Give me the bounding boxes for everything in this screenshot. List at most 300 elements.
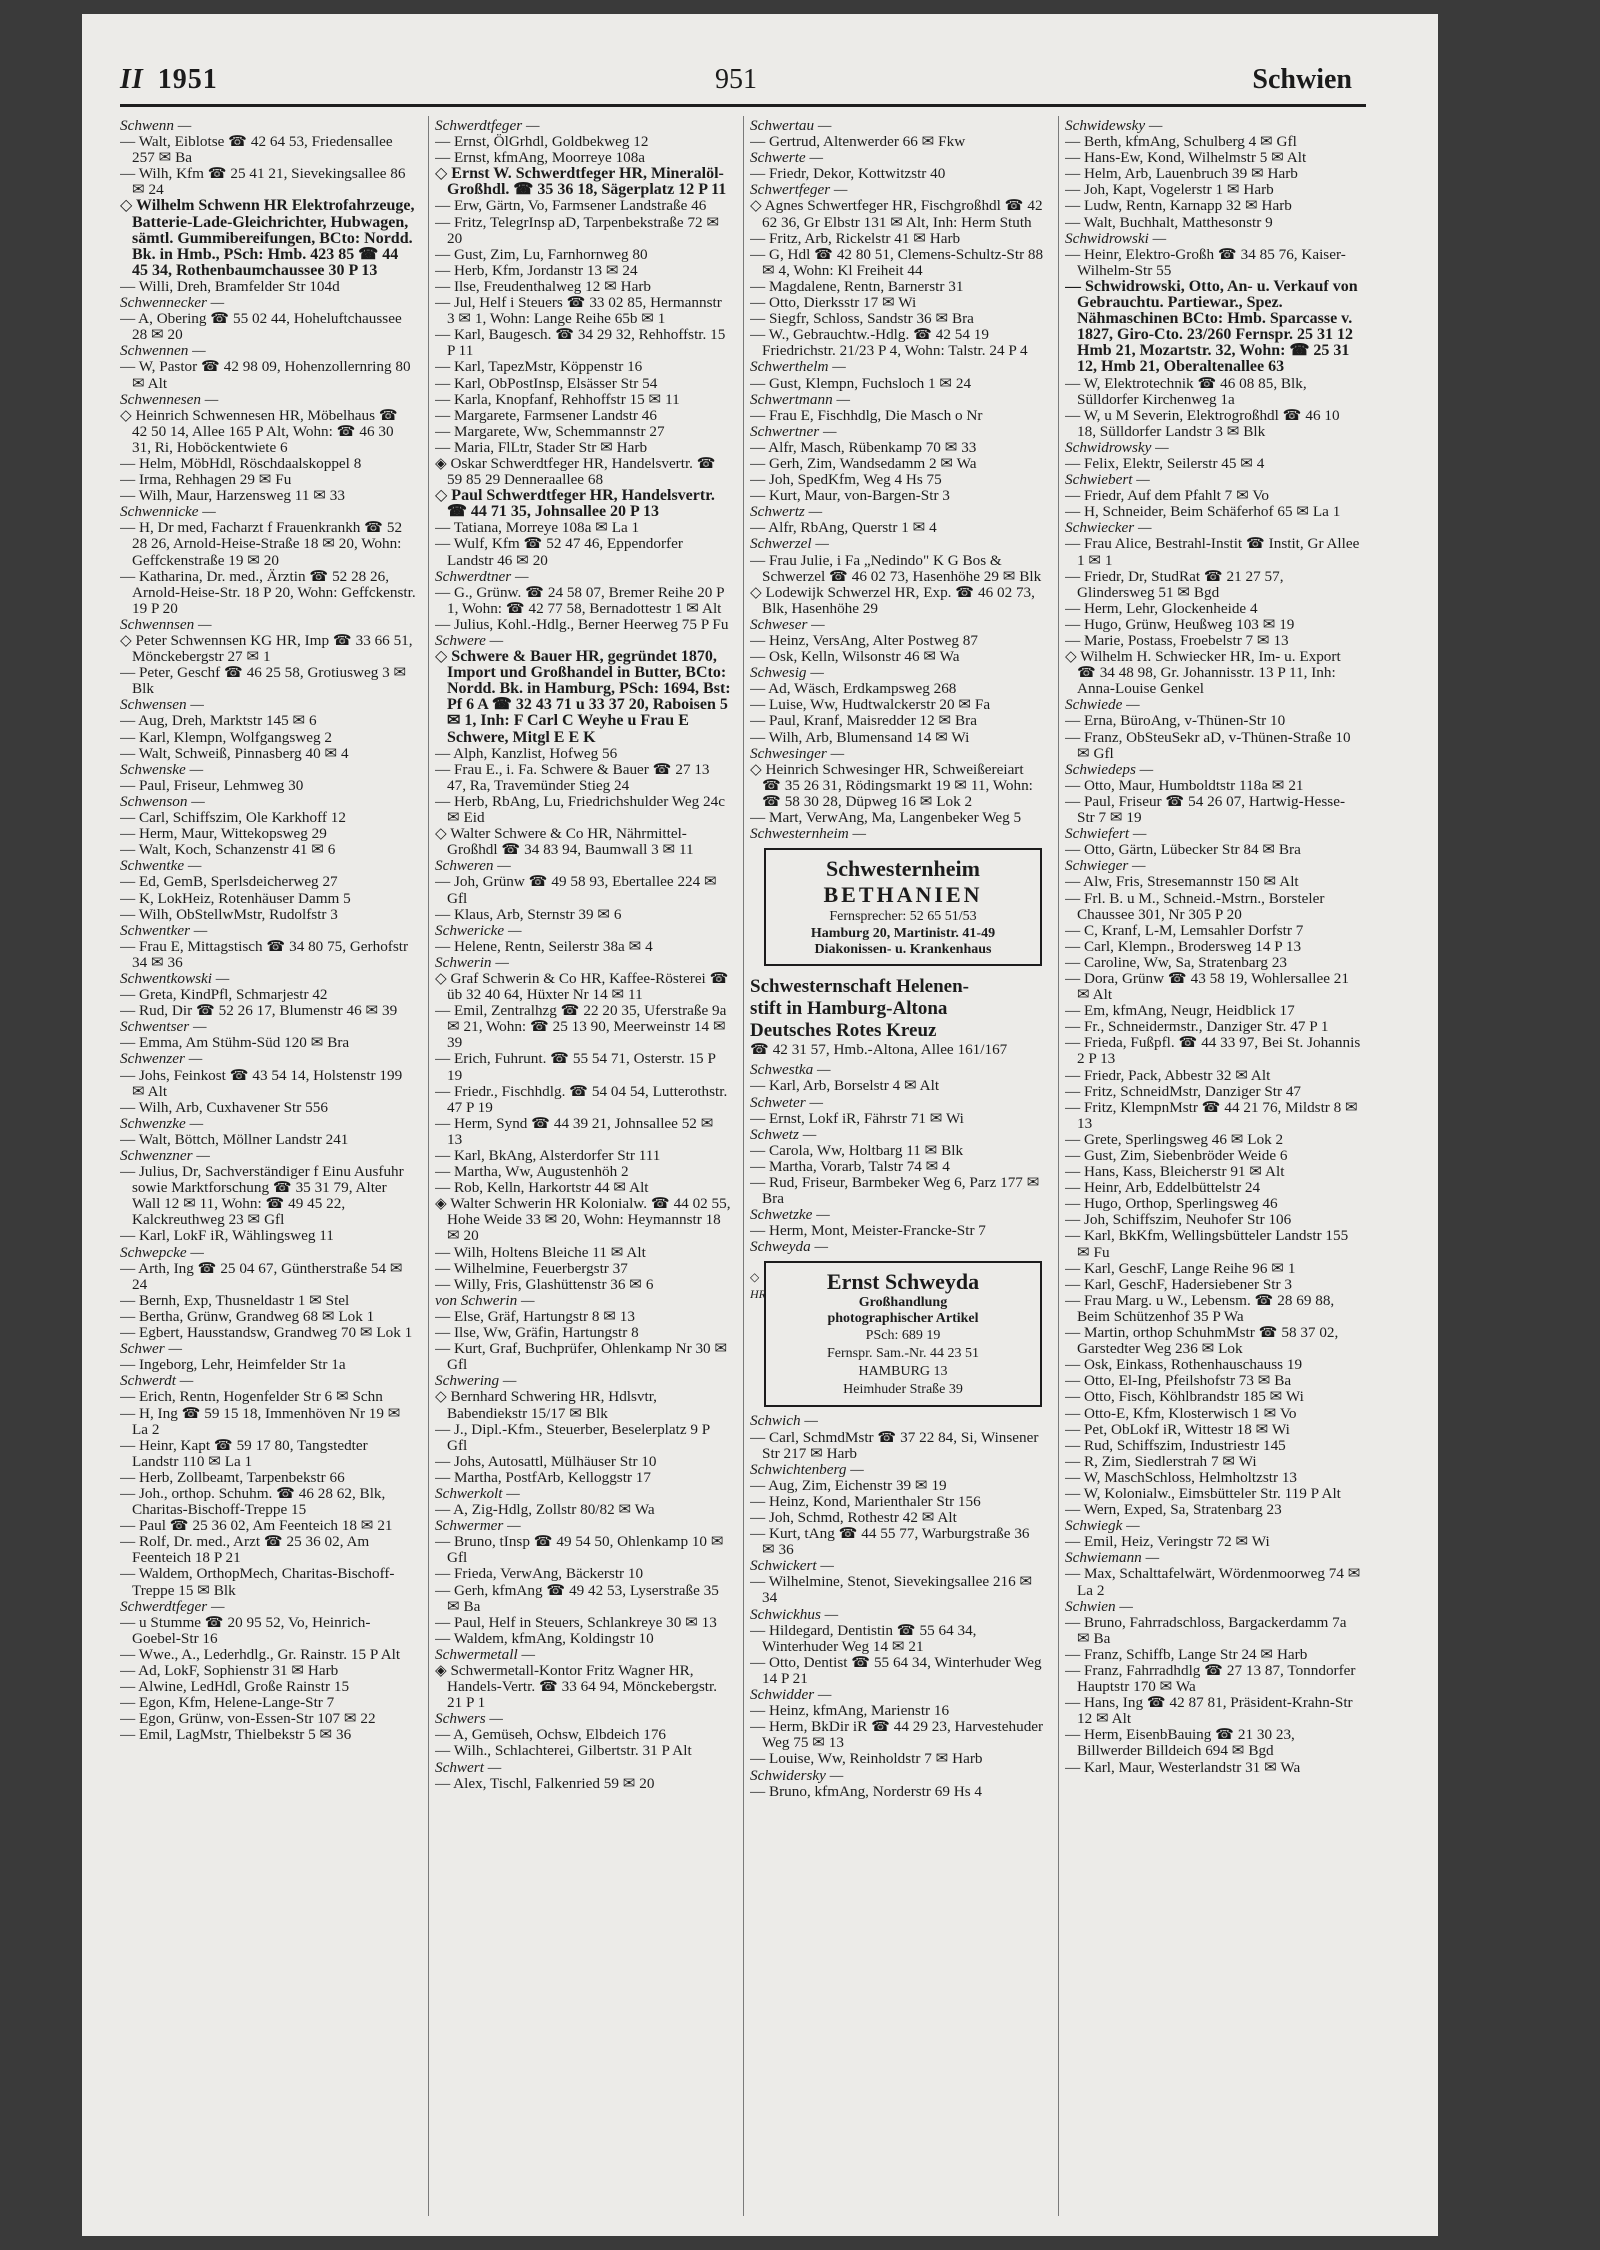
directory-entry: — W., Gebrauchtw.-Hdlg. ☎ 42 54 19 Friedrichstr. 21/23 P 4, Wohn: Talstr. 24 P 4 — [750, 326, 1028, 360]
header-rule — [120, 104, 1366, 107]
directory-entry: — Kurt, tAng ☎ 44 55 77, Warburgstraße 36 ✉ 36 — [750, 1525, 1030, 1559]
directory-entry: — G, Hdl ☎ 42 80 51, Clemens-Schultz-Str 88 ✉ 4, Wohn: Kl Freiheit 44 — [750, 245, 1044, 279]
directory-entry: ◇ Schwere & Bauer HR, gegründet 1870, Import und Großhandel in Butter, BCto: Nordd. Bk. in Hamburg, PSch: 1694, Bst: Pf 6 A ☎ 32 43 71 u 33 37 20, Raboisen 5 ✉ 1, Inh: F Carl C Weyhe u Frau E Schwere, Mitgl E E K — [435, 648, 731, 746]
directory-entry: — Karl, GeschF, Hadersiebener Str 3 — [1065, 1275, 1292, 1293]
directory-entry: — Ilse, Freudenthalweg 12 ✉ Harb — [435, 277, 652, 295]
directory-entry: — Carl, Schiffszim, Ole Karkhoff 12 — [120, 809, 346, 827]
directory-entry: — G., Grünw. ☎ 24 58 07, Bremer Reihe 20 P 1, Wohn: ☎ 42 77 58, Bernadottestr 1 ✉ Alt — [435, 583, 725, 617]
directory-entry: — Karl, GeschF, Lange Reihe 96 ✉ 1 — [1065, 1259, 1296, 1277]
directory-entry: — Carl, Klempn., Brodersweg 14 P 13 — [1065, 937, 1302, 955]
directory-entry: — Ilse, Ww, Gräfin, Hartungstr 8 — [435, 1324, 639, 1342]
directory-entry: — Bertha, Grünw, Grandweg 68 ✉ Lok 1 — [120, 1307, 375, 1325]
surname-heading: Schwertz — — [750, 503, 823, 521]
directory-entry: — Arth, Ing ☎ 25 04 67, Güntherstraße 54 ✉ 24 — [120, 1259, 403, 1293]
ad-helenenstift — [750, 976, 1046, 1058]
surname-heading: Schwenson — — [120, 792, 205, 810]
surname-heading: Schwiede — — [1065, 696, 1140, 714]
column-divider — [743, 116, 744, 2216]
surname-heading: Schwertfeger — — [750, 181, 848, 199]
directory-entry: — Fr., Schneidermstr., Danziger Str. 47 P 1 — [1065, 1018, 1329, 1036]
directory-entry: — Herb, Kfm, Jordanstr 13 ✉ 24 — [435, 261, 638, 279]
surname-heading: Schwerdtner — — [435, 567, 529, 585]
surname-heading: Schwennesen — — [120, 390, 219, 408]
directory-entry: — Bruno, tInsp ☎ 49 54 50, Ohlenkamp 10 ✉ Gfl — [435, 1533, 724, 1567]
directory-entry: — Hans, Kass, Bleicherstr 91 ✉ Alt — [1065, 1163, 1285, 1181]
surname-heading: Schweren — — [435, 857, 511, 875]
surname-heading: Schwesig — — [750, 664, 824, 682]
directory-entry: — Joh, SpedKfm, Weg 4 Hs 75 — [750, 471, 942, 489]
directory-entry: ◈ Oskar Schwerdtfeger HR, Handelsvertr. ☎ 59 85 29 Denneraallee 68 — [435, 454, 716, 489]
ad-city: HAMBURG 13 — [858, 1364, 948, 1380]
directory-entry: — Karl, Baugesch. ☎ 34 29 32, Rehhoffstr. 15 P 11 — [435, 326, 726, 360]
ad-schweyda — [764, 1261, 1042, 1407]
directory-entry: — Gertrud, Altenwerder 66 ✉ Fkw — [750, 133, 966, 151]
directory-entry: — W, Elektrotechnik ☎ 46 08 85, Blk, Sülldorfer Kirchenweg 1a — [1065, 374, 1307, 408]
directory-entry: — Waldem, OrthopMech, Charitas-Bischoff-Treppe 15 ✉ Blk — [120, 1565, 395, 1599]
directory-entry: — Fritz, Arb, Rickelstr 41 ✉ Harb — [750, 229, 961, 247]
directory-entry: — Heinz, VersAng, Alter Postweg 87 — [750, 632, 978, 649]
directory-entry: — Ernst, ÖlGrhdl, Goldbekweg 12 — [435, 133, 649, 151]
directory-entry: — Felix, Elektr, Seilerstr 45 ✉ 4 — [1065, 454, 1265, 472]
surname-heading: Schweter — — [750, 1093, 823, 1111]
directory-entry: — Wilh, ObStellwMstr, Rudolfstr 3 — [120, 905, 338, 923]
ad-schweyda-wrap — [750, 1261, 1046, 1407]
page-header — [120, 64, 1352, 104]
directory-entry: — Berth, kfmAng, Schulberg 4 ✉ Gfl — [1065, 133, 1297, 151]
directory-entry: — Friedr., Fischhdlg. ☎ 54 04 54, Lutterothstr. 47 P 19 — [435, 1082, 728, 1116]
directory-entry: — Friedr, Dr, StudRat ☎ 21 27 57, Glindersweg 51 ✉ Bgd — [1065, 567, 1284, 601]
directory-entry: — Em, kfmAng, Neugr, Heidblick 17 — [1065, 1002, 1295, 1020]
surname-heading: Schwidersky — — [750, 1766, 844, 1784]
surname-heading: Schwerdtfeger — — [120, 1597, 225, 1615]
directory-entry: — Wilh, Holtens Bleiche 11 ✉ Alt — [435, 1243, 646, 1261]
column-3 — [750, 118, 1046, 2213]
surname-heading: Schwentkowski — — [120, 969, 230, 987]
surname-heading: Schwennen — — [120, 342, 206, 360]
directory-entry: — Julius, Dr, Sachverständiger f Einu Ausfuhr sowie Marktforschung ☎ 35 31 79, Alter Wall 12 ✉ 11, Wohn: ☎ 49 45 22, Kalckreuthweg 23 ✉ Gfl — [120, 1163, 404, 1229]
directory-entry: — Walt, Böttch, Möllner Landstr 241 — [120, 1130, 349, 1148]
directory-entry: — Paul, Friseur ☎ 54 26 07, Hartwig-Hesse-Str 7 ✉ 19 — [1065, 792, 1346, 827]
surname-heading: Schwerin — — [435, 953, 509, 971]
directory-entry: — Bernh, Exp, Thusneldastr 1 ✉ Stel — [120, 1291, 350, 1309]
directory-entry: — Frau Marg. u W., Lebensm. ☎ 28 69 88, Beim Schützenhof 35 P Wa — [1065, 1291, 1335, 1325]
surname-heading: Schwenske — — [120, 760, 204, 778]
directory-entry: ◇ Heinrich Schwesinger HR, Schweißereiart ☎ 35 26 31, Rödingsmarkt 19 ✉ 11, Wohn: ☎ 58 30 28, Düpweg 16 ✉ Lok 2 — [750, 760, 1033, 810]
directory-entry: — Wilhelmine, Feuerbergstr 37 — [435, 1259, 628, 1277]
directory-entry: — Alwine, LedHdl, Große Rainstr 15 — [120, 1678, 350, 1696]
ad-street: Heimhuder Straße 39 — [843, 1382, 963, 1398]
directory-entry: — Emil, LagMstr, Thielbekstr 5 ✉ 36 — [120, 1726, 352, 1744]
directory-entry: — A, Gemüseh, Ochsw, Elbdeich 176 — [435, 1726, 667, 1744]
directory-entry: — W, u M Severin, Elektrogroßhdl ☎ 46 10 18, Sülldorfer Landstr 3 ✉ Blk — [1065, 406, 1340, 440]
directory-entry: — Max, Schalttafelwärt, Wördenmoorweg 74 ✉ La 2 — [1065, 1565, 1361, 1599]
directory-entry: — Dora, Grünw ☎ 43 58 19, Wohlersallee 21 ✉ Alt — [1065, 969, 1349, 1004]
directory-entry: ◇ Bernhard Schwering HR, Hdlsvtr, Babendiekstr 15/17 ✉ Blk — [435, 1388, 657, 1422]
surname-heading: Schwidrowski — — [1065, 229, 1167, 247]
directory-entry: — Frau E, Mittagstisch ☎ 34 80 75, Gerhofstr 34 ✉ 36 — [120, 937, 409, 971]
surname-heading: Schwering — — [435, 1372, 517, 1390]
directory-entry: — Marie, Postass, Froebelstr 7 ✉ 13 — [1065, 632, 1289, 649]
directory-entry: — Ingeborg, Lehr, Heimfelder Str 1a — [120, 1356, 346, 1374]
directory-entry: — Alex, Tischl, Falkenried 59 ✉ 20 — [435, 1774, 655, 1792]
directory-entry: — Rud, Friseur, Barmbeker Weg 6, Parz 177 ✉ Bra — [750, 1173, 1040, 1208]
directory-entry: — Aug, Zim, Eichenstr 39 ✉ 19 — [750, 1476, 947, 1494]
directory-entry: — Waldem, kfmAng, Koldingstr 10 — [435, 1629, 654, 1647]
directory-entry: — Ernst, Lokf iR, Fährstr 71 ✉ Wi — [750, 1109, 964, 1127]
directory-entry: ◇ Wilhelm H. Schwiecker HR, Im- u. Export ☎ 34 48 98, Gr. Johannisstr. 13 P 11, Inh: Anna-Louise Genkel — [1065, 648, 1341, 698]
column-divider — [428, 116, 429, 2216]
directory-entry: — Gust, Klempn, Fuchsloch 1 ✉ 24 — [750, 374, 972, 392]
directory-entry: ◇ Peter Schwennsen KG HR, Imp ☎ 33 66 51, Mönckebergstr 27 ✉ 1 — [120, 632, 413, 666]
surname-heading: Schwertau — — [750, 118, 832, 134]
directory-entry: — Erich, Rentn, Hogenfelder Str 6 ✉ Schn — [120, 1388, 383, 1406]
directory-entry: — R, Zim, Siedlerstrah 7 ✉ Wi — [1065, 1452, 1257, 1470]
directory-entry: — Ad, LokF, Sophienstr 31 ✉ Harb — [120, 1662, 339, 1679]
directory-entry: — Tatiana, Morreye 108a ✉ La 1 — [435, 519, 640, 537]
directory-entry: ◇ Paul Schwerdtfeger HR, Handelsvertr. ☎ 44 71 35, Johnsallee 20 P 13 — [435, 487, 715, 521]
page-number: 951 — [715, 64, 757, 95]
column-1 — [120, 118, 416, 2213]
directory-entry: — Julius, Kohl.-Hdlg., Berner Heerweg 75 P Fu — [435, 615, 729, 633]
directory-entry: — Friedr, Pack, Abbestr 32 ✉ Alt — [1065, 1066, 1271, 1084]
directory-entry: ◇ Ernst W. Schwerdtfeger HR, Mineralöl-Großhdl. ☎ 35 36 18, Sägerplatz 12 P 11 — [435, 165, 727, 199]
surname-heading: Schwertmann — — [750, 390, 850, 408]
surname-heading: Schwenzner — — [120, 1147, 210, 1164]
ad-line: Deutsches Rotes Kreuz — [750, 1020, 937, 1042]
surname-heading: Schwensen — — [120, 696, 204, 714]
directory-entry: — Wilh., Schlachterei, Gilbertstr. 31 P Alt — [435, 1742, 692, 1760]
directory-entry: ◈ Walter Schwerin HR Kolonialw. ☎ 44 02 55, Hohe Weide 33 ✉ 20, Wohn: Heymannstr 18 ✉ 20 — [435, 1195, 731, 1245]
directory-entry: — Martha, PostfArb, Kelloggstr 17 — [435, 1468, 651, 1486]
directory-entry: — Egon, Grünw, von-Essen-Str 107 ✉ 22 — [120, 1710, 376, 1728]
directory-entry: — Heinr, Elektro-Großh ☎ 34 85 76, Kaiser-Wilhelm-Str 55 — [1065, 245, 1346, 279]
directory-entry: — Paul, Friseur, Lehmweg 30 — [120, 776, 304, 794]
directory-entry: — Wwe., A., Lederhdlg., Gr. Rainstr. 15 P Alt — [120, 1645, 401, 1663]
surname-heading: Schwiebert — — [1065, 471, 1150, 489]
directory-entry: — Gerh, Zim, Wandsedamm 2 ✉ Wa — [750, 454, 977, 472]
directory-entry: — Aug, Dreh, Marktstr 145 ✉ 6 — [120, 712, 317, 730]
directory-entry: — Karl, ObPostInsp, Elsässer Str 54 — [435, 374, 658, 392]
directory-entry: — Wilhelmine, Stenot, Sievekingsallee 216 ✉ 34 — [750, 1573, 1033, 1607]
surname-heading: Schwidewsky — — [1065, 118, 1163, 134]
surname-heading: Schwidrowsky — — [1065, 438, 1169, 456]
directory-entry: — Irma, Rehhagen 29 ✉ Fu — [120, 471, 292, 489]
directory-entry: — Alfr, RbAng, Querstr 1 ✉ 4 — [750, 519, 937, 537]
directory-entry: — Wilh, Arb, Blumensand 14 ✉ Wi — [750, 728, 970, 746]
surname-heading: Schweyda — — [750, 1238, 829, 1256]
year: 1951 — [157, 64, 218, 95]
surname-heading: Schwestka — — [750, 1061, 831, 1079]
surname-heading: Schwien — — [1065, 1597, 1133, 1615]
surname-heading: Schwesinger — — [750, 744, 845, 762]
directory-entry: — Herb, RbAng, Lu, Friedrichshulder Weg 24c ✉ Eid — [435, 792, 725, 827]
directory-entry: — Egbert, Hausstandsw, Grandweg 70 ✉ Lok 1 — [120, 1324, 413, 1342]
surname-heading: Schwesternheim — — [750, 825, 866, 843]
surname-heading: Schwermer — — [435, 1517, 521, 1535]
ad-bethanien — [764, 848, 1042, 966]
directory-entry: — Otto, Fisch, Köhlbrandstr 185 ✉ Wi — [1065, 1388, 1304, 1406]
directory-entry: — Frau E, Fischhdlg, Die Masch o Nr — [750, 406, 983, 424]
directory-entry: — Ad, Wäsch, Erdkampsweg 268 — [750, 680, 957, 698]
directory-entry: — Emil, Heiz, Veringstr 72 ✉ Wi — [1065, 1533, 1270, 1551]
surname-heading: Schwichtenberg — — [750, 1460, 864, 1478]
directory-entry: — W, Pastor ☎ 42 98 09, Hohenzollernring 80 ✉ Alt — [120, 358, 411, 392]
directory-entry: — Rob, Kelln, Harkortstr 44 ✉ Alt — [435, 1179, 649, 1197]
surname-heading: Schwidder — — [750, 1686, 832, 1704]
directory-entry: ◇ Lodewijk Schwerzel HR, Exp. ☎ 46 02 73, Blk, Hasenhöhe 29 — [750, 583, 1035, 617]
directory-entry: — Frau Julie, i Fa „Nedindo" K G Bos & Schwerzel ☎ 46 02 73, Hasenhöhe 29 ✉ Blk — [750, 551, 1042, 585]
directory-entry: — Joh, Grünw ☎ 49 58 93, Ebertallee 224 ✉ Gfl — [435, 873, 717, 907]
directory-entry: — Karl, Maur, Westerlandstr 31 ✉ Wa — [1065, 1758, 1301, 1776]
directory-entry: — Joh, Kapt, Vogelerstr 1 ✉ Harb — [1065, 181, 1274, 199]
directory-entry: — Friedr, Auf dem Pfahlt 7 ✉ Vo — [1065, 487, 1269, 505]
directory-entry: — Johs, Autosattl, Mülhäuser Str 10 — [435, 1452, 657, 1470]
directory-entry: — Joh, Schmd, Rothestr 42 ✉ Alt — [750, 1509, 957, 1526]
directory-entry: — Mart, VerwAng, Ma, Langenbeker Weg 5 — [750, 809, 1022, 827]
directory-entry: — Carola, Ww, Holtbarg 11 ✉ Blk — [750, 1141, 964, 1159]
directory-entry: — Alw, Fris, Stresemannstr 150 ✉ Alt — [1065, 873, 1299, 891]
directory-entry: — Willi, Dreh, Bramfelder Str 104d — [120, 277, 340, 295]
directory-entry: — Siegfr, Schloss, Sandstr 36 ✉ Bra — [750, 310, 974, 328]
directory-entry: — J., Dipl.-Kfm., Steuerber, Beselerplatz 9 P Gfl — [435, 1420, 710, 1454]
directory-entry: — Rolf, Dr. med., Arzt ☎ 25 36 02, Am Feenteich 18 P 21 — [120, 1533, 370, 1567]
directory-entry: — Alph, Kanzlist, Hofweg 56 — [435, 744, 618, 762]
surname-heading: Schwetzke — — [750, 1206, 830, 1224]
directory-entry: — Karl, BkAng, Alsterdorfer Str 111 — [435, 1147, 661, 1164]
directory-entry: — Ernst, kfmAng, Moorreye 108a — [435, 149, 646, 167]
surname-heading: Schwer — — [120, 1340, 183, 1358]
surname-heading: Schwers — — [435, 1710, 503, 1728]
directory-entry: — Herm, BkDir iR ☎ 44 29 23, Harvestehuder Weg 75 ✉ 13 — [750, 1718, 1044, 1752]
section-mark: II — [120, 64, 144, 95]
directory-entry: — Caroline, Ww, Sa, Stratenbarg 23 — [1065, 953, 1288, 971]
directory-entry: — Helene, Rentn, Seilerstr 38a ✉ 4 — [435, 937, 653, 955]
column-divider — [1058, 116, 1059, 2216]
directory-entry: — Fritz, SchneidMstr, Danziger Str 47 — [1065, 1082, 1302, 1100]
directory-entry: — Frau E., i. Fa. Schwere & Bauer ☎ 27 13 47, Ra, Travemünder Stieg 24 — [435, 760, 710, 794]
directory-entry: — Herm, Maur, Wittekopsweg 29 — [120, 825, 327, 843]
directory-entry: — Martha, Ww, Augustenhöh 2 — [435, 1163, 629, 1181]
surname-heading: Schwennecker — — [120, 294, 225, 312]
directory-entry: — Kurt, Maur, von-Bargen-Str 3 — [750, 487, 950, 505]
ad-title: Schwesternheim — [826, 856, 980, 882]
directory-entry: — Franz, ObSteuSekr aD, v-Thünen-Straße 10 ✉ Gfl — [1065, 728, 1351, 762]
surname-heading: Schwennicke — — [120, 503, 216, 521]
directory-entry: — Greta, KindPfl, Schmarjestr 42 — [120, 986, 328, 1004]
directory-entry: — Margarete, Ww, Schemmannstr 27 — [435, 422, 665, 440]
surname-heading: von Schwerin — — [435, 1291, 535, 1309]
directory-entry: — A, Zig-Hdlg, Zollstr 80/82 ✉ Wa — [435, 1501, 655, 1519]
ad-line: Großhandlung — [858, 1295, 948, 1311]
directory-entry: — Osk, Kelln, Wilsonstr 46 ✉ Wa — [750, 648, 960, 666]
directory-entry: — Pet, ObLokf iR, Wittestr 18 ✉ Wi — [1065, 1420, 1290, 1438]
directory-entry: — Grete, Sperlingsweg 46 ✉ Lok 2 — [1065, 1130, 1284, 1148]
ad-title: Ernst Schweyda — [826, 1269, 980, 1295]
surname-heading: Schwentker — — [120, 921, 208, 939]
surname-heading: Schwerzel — — [750, 535, 829, 553]
directory-entry: — Martha, Vorarb, Talstr 74 ✉ 4 — [750, 1157, 950, 1175]
directory-entry: — Hildegard, Dentistin ☎ 55 64 34, Winterhuder Weg 14 ✉ 21 — [750, 1621, 977, 1655]
surname-heading: Schwiefert — — [1065, 825, 1147, 843]
directory-entry: ◇ Heinrich Schwennesen HR, Möbelhaus ☎ 42 50 14, Allee 165 P Alt, Wohn: ☎ 46 30 31, Ri, Hoböckentwiete 6 — [120, 406, 398, 456]
directory-entry: — Frl. B. u M., Schneid.-Mstrn., Borsteler Chaussee 301, Nr 305 P 20 — [1065, 889, 1325, 923]
directory-entry: — Bruno, kfmAng, Norderstr 69 Hs 4 — [750, 1782, 983, 1800]
directory-entry: ◈ Schwermetall-Kontor Fritz Wagner HR, Handels-Vertr. ☎ 33 64 94, Mönckebergstr. 21 P 1 — [435, 1662, 718, 1712]
ad-line: photographischer Artikel — [827, 1311, 979, 1327]
surname-heading: Schwertner — — [750, 422, 837, 440]
surname-heading: Schwerte — — [750, 149, 823, 167]
directory-entry: — H, Dr med, Facharzt f Frauenkrankh ☎ 52 28 26, Arnold-Heise-Straße 18 ✉ 20, Wohn: Geffckenstraße 19 ✉ 20 — [120, 519, 403, 569]
directory-entry: — Herm, Lehr, Glockenheide 4 — [1065, 599, 1258, 617]
directory-entry: — Heinr, Arb, Eddelbüttelstr 24 — [1065, 1179, 1261, 1197]
directory-entry: — Louise, Ww, Reinholdstr 7 ✉ Harb — [750, 1750, 983, 1768]
directory-entry: — Peter, Geschf ☎ 46 25 58, Grotiusweg 3 ✉ Blk — [120, 664, 407, 698]
directory-entry: — Joh, Schiffszim, Neuhofer Str 106 — [1065, 1211, 1292, 1229]
directory-entry: — Rud, Dir ☎ 52 26 17, Blumenstr 46 ✉ 39 — [120, 1002, 398, 1020]
directory-entry: — Hans, Ing ☎ 42 87 81, Präsident-Krahn-Str 12 ✉ Alt — [1065, 1694, 1353, 1728]
directory-entry: — H, Ing ☎ 59 15 18, Immenhöven Nr 19 ✉ La 2 — [120, 1404, 401, 1438]
directory-entry: — Otto, Dierksstr 17 ✉ Wi — [750, 294, 917, 312]
surname-heading: Schwickert — — [750, 1557, 834, 1575]
directory-entry: — Fritz, TelegrInsp aD, Tarpenbekstraße 72 ✉ 20 — [435, 213, 720, 247]
directory-entry: — Willy, Fris, Glashüttenstr 36 ✉ 6 — [435, 1275, 654, 1293]
directory-entry: — Karl, Klempn, Wolfgangsweg 2 — [120, 728, 332, 746]
directory-entry: — Gust, Zim, Siebenbröder Weide 6 — [1065, 1147, 1288, 1164]
directory-entry: — Maria, FlLtr, Stader Str ✉ Harb — [435, 438, 648, 456]
directory-entry: — W, Kolonialw., Eimsbütteler Str. 119 P Alt — [1065, 1484, 1341, 1502]
surname-heading: Schwiemann — — [1065, 1549, 1160, 1567]
directory-entry: — Egon, Kfm, Helene-Lange-Str 7 — [120, 1694, 335, 1712]
directory-entry: — Wern, Exped, Sa, Stratenbarg 23 — [1065, 1501, 1282, 1519]
directory-entry: ◇ Wilhelm Schwenn HR Elektrofahrzeuge, Batterie-Lade-Gleichrichter, Hubwagen, sämtl. Gummibereifungen, BCto: Nordd. Bk. in Hmb., PSch: Hmb. 423 85 ☎ 44 45 34, Rothenbaumchaussee 30 P 13 — [120, 197, 415, 279]
directory-entry: — Ed, GemB, Sperlsdeicherweg 27 — [120, 873, 338, 891]
directory-entry: — Walt, Schweiß, Pinnasberg 40 ✉ 4 — [120, 744, 349, 762]
directory-entry: — Johs, Feinkost ☎ 43 54 14, Holstenstr 199 ✉ Alt — [120, 1066, 403, 1100]
ad-psch: PSch: 689 19 — [865, 1328, 941, 1344]
surname-heading: Schwepcke — — [120, 1243, 204, 1261]
surname-heading: Schwickhus — — [750, 1605, 839, 1623]
directory-entry: — Paul, Helf in Steuers, Schlankreye 30 ✉ 13 — [435, 1613, 717, 1631]
directory-entry: ◇ Walter Schwere & Co HR, Nährmittel-Großhdl ☎ 34 83 94, Baumwall 3 ✉ 11 — [435, 825, 694, 859]
ad-line: ☎ 42 31 57, Hmb.-Altona, Allee 161/167 — [750, 1041, 1008, 1059]
directory-entry: — Walt, Buchhalt, Matthesonstr 9 — [1065, 213, 1273, 231]
directory-entry: — Martin, orthop SchuhmMstr ☎ 58 37 02, Garstedter Weg 236 ✉ Lok — [1065, 1324, 1339, 1358]
directory-entry: — Else, Gräf, Hartungstr 8 ✉ 13 — [435, 1307, 635, 1325]
directory-entry: — Hugo, Grünw, Heußweg 103 ✉ 19 — [1065, 615, 1295, 633]
directory-entry: — Schwidrowski, Otto, An- u. Verkauf von Gebrauchtu. Partiewar., Spez. Nähmaschinen BCto: Hmb. Sparcasse v. 1827, Giro-Cto. 23/260 Fernspr. 25 31 12 Hmb 21, Mozartstr. 32, Wohn: ☎ 25 31 12, Hmb 21, Oberaltenallee 63 — [1065, 277, 1358, 376]
directory-entry: — Otto, Dentist ☎ 55 64 34, Winterhuder Weg 14 P 21 — [750, 1653, 1042, 1687]
column-4 — [1065, 118, 1361, 2213]
directory-entry: — Fritz, KlempnMstr ☎ 44 21 76, Mildstr 8 ✉ 13 — [1065, 1098, 1358, 1132]
surname-heading: Schwerdt — — [120, 1372, 194, 1390]
directory-entry: — Herm, Mont, Meister-Francke-Str 7 — [750, 1222, 986, 1240]
directory-entry: — Hans-Ew, Kond, Wilhelmstr 5 ✉ Alt — [1065, 149, 1307, 167]
surname-heading: Schwich — — [750, 1412, 818, 1430]
directory-entry: ◇ Graf Schwerin & Co HR, Kaffee-Rösterei ☎ üb 32 40 64, Hüxter Nr 14 ✉ 11 — [435, 969, 729, 1004]
directory-entry: — Herm, EisenbBauing ☎ 21 30 23, Billwerder Billdeich 694 ✉ Bgd — [1065, 1726, 1295, 1760]
directory-entry: — Magdalene, Rentn, Barnerstr 31 — [750, 277, 964, 295]
surname-heading: Schwentke — — [120, 857, 202, 875]
surname-heading: Schwetz — — [750, 1125, 817, 1143]
directory-entry: ◇ Agnes Schwertfeger HR, Fischgroßhdl ☎ 42 62 36, Gr Elbstr 131 ✉ Alt, Inh: Herm Stuth — [750, 197, 1043, 231]
directory-entry: — Bruno, Fahrradschloss, Bargackerdamm 7a ✉ Ba — [1065, 1613, 1347, 1647]
directory-entry: — Joh., orthop. Schuhm. ☎ 46 28 62, Blk, Charitas-Bischoff-Treppe 15 — [120, 1484, 386, 1519]
directory-entry: — Luise, Ww, Hudtwalckerstr 20 ✉ Fa — [750, 696, 991, 714]
surname-heading: Schwenn — — [120, 118, 192, 134]
directory-entry: — H, Schneider, Beim Schäferhof 65 ✉ La 1 — [1065, 503, 1341, 521]
ad-mark: ◇ HR — [750, 1270, 766, 1301]
directory-entry: — Frieda, Fußpfl. ☎ 44 33 97, Bei St. Johannis 2 P 13 — [1065, 1034, 1361, 1068]
directory-entry: — Hugo, Orthop, Sperlingsweg 46 — [1065, 1195, 1278, 1213]
surname-heading: Schwiedeps — — [1065, 760, 1154, 778]
ad-line: Schwesternschaft Helenen- — [750, 976, 969, 998]
directory-entry: — Paul, Kranf, Maisredder 12 ✉ Bra — [750, 712, 977, 730]
ad-address: Hamburg 20, Martinistr. 41-49 — [810, 926, 996, 942]
ad-phone: Fernspr. Sam.-Nr. 44 23 51 — [826, 1346, 980, 1362]
directory-entry: — C, Kranf, L-M, Lemsahler Dorfstr 7 — [1065, 921, 1304, 939]
directory-entry: — Wilh, Kfm ☎ 25 41 21, Sievekingsallee 86 ✉ 24 — [120, 165, 406, 199]
directory-entry: — A, Obering ☎ 55 02 44, Hoheluftchaussee 28 ✉ 20 — [120, 310, 402, 344]
directory-entry: — Kurt, Graf, Buchprüfer, Ohlenkamp Nr 30 ✉ Gfl — [435, 1340, 728, 1374]
directory-entry: — Paul ☎ 25 36 02, Am Feenteich 18 ✉ 21 — [120, 1517, 393, 1535]
column-2 — [435, 118, 731, 2213]
directory-entry: — Helm, MöbHdl, Röschdaalskoppel 8 — [120, 454, 362, 472]
surname-heading: Schwentser — — [120, 1018, 207, 1036]
directory-entry: — Karl, BkKfm, Wellingsbütteler Landstr 155 ✉ Fu — [1065, 1227, 1349, 1261]
directory-entry: — Franz, Schiffb, Lange Str 24 ✉ Harb — [1065, 1645, 1308, 1663]
directory-entry: — Klaus, Arb, Sternstr 39 ✉ 6 — [435, 905, 622, 923]
directory-entry: — Carl, SchmdMstr ☎ 37 22 84, Si, Winsener Str 217 ✉ Harb — [750, 1428, 1039, 1462]
directory-entry: — Frau Alice, Bestrahl-Instit ☎ Instit, Gr Allee 1 ✉ 1 — [1065, 535, 1360, 569]
surname-heading: Schwenzke — — [120, 1114, 204, 1132]
directory-entry: — Erw, Gärtn, Vo, Farmsener Landstraße 46 — [435, 197, 707, 215]
surname-heading: Schwericke — — [435, 921, 522, 939]
directory-entry: — Walt, Eiblotse ☎ 42 64 53, Friedensallee 257 ✉ Ba — [120, 133, 393, 167]
directory-entry: — Wilh, Maur, Harzensweg 11 ✉ 33 — [120, 487, 345, 505]
directory-entry: — Ludw, Rentn, Karnapp 32 ✉ Harb — [1065, 197, 1292, 215]
surname-heading: Schwieger — — [1065, 857, 1146, 875]
directory-entry: — Frieda, VerwAng, Bäckerstr 10 — [435, 1565, 644, 1583]
directory-entry: — Osk, Einkass, Rothenhauschauss 19 — [1065, 1356, 1303, 1374]
directory-entry: — Franz, Fahrradhdlg ☎ 27 13 87, Tonndorfer Hauptstr 170 ✉ Wa — [1065, 1662, 1356, 1696]
directory-entry: — Margarete, Farmsener Landstr 46 — [435, 406, 657, 424]
directory-entry: — W, MaschSchloss, Helmholtzstr 13 — [1065, 1468, 1298, 1486]
directory-entry: — Karl, TapezMstr, Köppenstr 16 — [435, 358, 643, 376]
surname-heading: Schwerdtfeger — — [435, 118, 540, 134]
directory-entry: — Heinr, Kapt ☎ 59 17 80, Tangstedter Landstr 110 ✉ La 1 — [120, 1436, 368, 1470]
directory-entry: — Wilh, Arb, Cuxhavener Str 556 — [120, 1098, 328, 1116]
directory-entry: — Heinz, kfmAng, Marienstr 16 — [750, 1702, 950, 1720]
directory-entry: — Katharina, Dr. med., Ärztin ☎ 52 28 26, Arnold-Heise-Str. 18 P 20, Wohn: Geffckenstr. 19 P 20 — [120, 567, 416, 617]
ad-line: stift in Hamburg-Altona — [750, 998, 948, 1020]
directory-entry: — Emma, Am Stühm-Süd 120 ✉ Bra — [120, 1034, 350, 1052]
page-keyword: Schwien — [1252, 64, 1352, 95]
directory-entry: — Karl, LokF iR, Wählingsweg 11 — [120, 1227, 334, 1245]
directory-entry: — Otto, Gärtn, Lübecker Str 84 ✉ Bra — [1065, 841, 1301, 859]
surname-heading: Schwenzer — — [120, 1050, 203, 1068]
directory-entry: — Gerh, kfmAng ☎ 49 42 53, Lyserstraße 35 ✉ Ba — [435, 1581, 719, 1615]
surname-heading: Schwiecker — — [1065, 519, 1152, 537]
surname-heading: Schwennsen — — [120, 615, 212, 633]
directory-entry: — Herb, Zollbeamt, Tarpenbekstr 66 — [120, 1468, 345, 1486]
ad-note: Diakonissen- u. Krankenhaus — [814, 942, 992, 958]
directory-entry: — u Stumme ☎ 20 95 52, Vo, Heinrich-Goebel-Str 16 — [120, 1613, 371, 1647]
directory-entry: — Karla, Knopfanf, Rehhoffstr 15 ✉ 11 — [435, 390, 680, 408]
surname-heading: Schwermetall — — [435, 1645, 535, 1663]
directory-entry: — Helm, Arb, Lauenbruch 39 ✉ Harb — [1065, 165, 1298, 183]
directory-entry: — Erna, BüroAng, v-Thünen-Str 10 — [1065, 712, 1286, 730]
directory-entry: — K, LokHeiz, Rotenhäuser Damm 5 — [120, 889, 351, 907]
